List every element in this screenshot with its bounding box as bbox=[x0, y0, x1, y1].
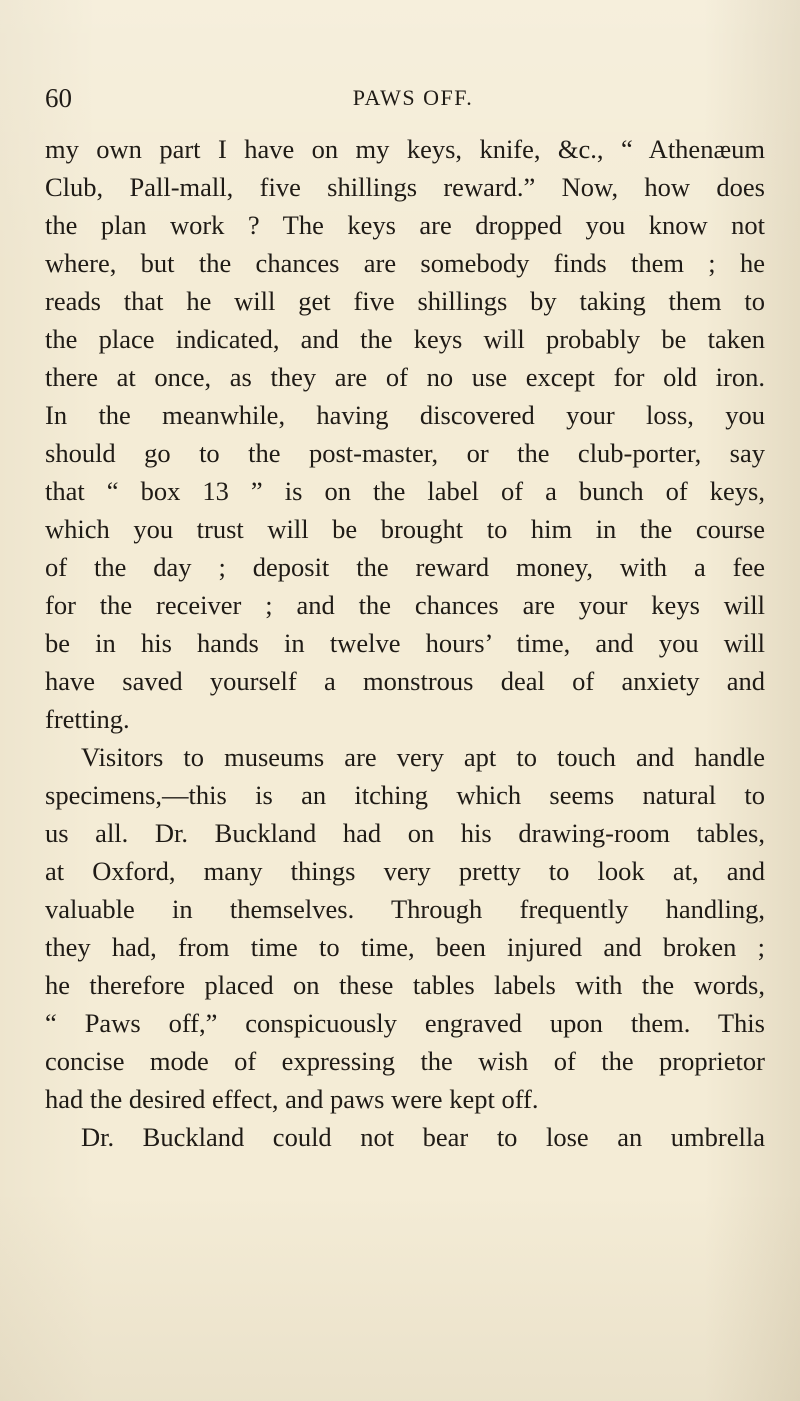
text-line: Visitors to museums are very apt to touch and handle bbox=[81, 742, 765, 772]
text-line: they had, from time to time, been injured and broken ; bbox=[45, 932, 765, 962]
text-line: the place indicated, and the keys will probably be taken bbox=[45, 324, 765, 354]
text-line: he therefore placed on these tables labels with the words, bbox=[45, 970, 765, 1000]
text-line: In the meanwhile, having discovered your loss, you bbox=[45, 400, 765, 430]
text-line: fretting. bbox=[45, 704, 130, 734]
text-line: the plan work ? The keys are dropped you know not bbox=[45, 210, 765, 240]
running-head: PAWS OFF. bbox=[352, 85, 474, 110]
text-line: where, but the chances are somebody finds them ; he bbox=[45, 248, 765, 278]
text-line: of the day ; deposit the reward money, with a fee bbox=[45, 552, 765, 582]
text-line: have saved yourself a monstrous deal of anxiety and bbox=[45, 666, 765, 696]
text-line: specimens,—this is an itching which seems natural to bbox=[45, 780, 765, 810]
text-line: that “ box 13 ” is on the label of a bunch of keys, bbox=[45, 476, 765, 506]
text-line: “ Paws off,” conspicuously engraved upon them. This bbox=[45, 1008, 765, 1038]
text-line: be in his hands in twelve hours’ time, and you will bbox=[45, 628, 765, 658]
text-line: which you trust will be brought to him in the course bbox=[45, 514, 765, 544]
text-line: us all. Dr. Buckland had on his drawing-room tables, bbox=[45, 818, 765, 848]
text-line: reads that he will get five shillings by taking them to bbox=[45, 286, 765, 316]
text-line: for the receiver ; and the chances are your keys will bbox=[45, 590, 765, 620]
body-text bbox=[45, 130, 765, 1156]
text-line: concise mode of expressing the wish of the proprietor bbox=[45, 1046, 765, 1076]
text-line: Dr. Buckland could not bear to lose an umbrella bbox=[81, 1122, 765, 1152]
text-line: Club, Pall-mall, five shillings reward.” Now, how does bbox=[45, 172, 765, 202]
text-line: there at once, as they are of no use except for old iron. bbox=[45, 362, 765, 392]
text-line: had the desired effect, and paws were kept off. bbox=[45, 1084, 539, 1114]
text-line: my own part I have on my keys, knife, &c., “ Athenæum bbox=[45, 134, 765, 164]
text-line: at Oxford, many things very pretty to look at, and bbox=[45, 856, 765, 886]
page-header bbox=[45, 80, 765, 116]
text-line: should go to the post-master, or the club-porter, say bbox=[45, 438, 765, 468]
text-line: valuable in themselves. Through frequently handling, bbox=[45, 894, 765, 924]
page-number: 60 bbox=[45, 83, 72, 113]
